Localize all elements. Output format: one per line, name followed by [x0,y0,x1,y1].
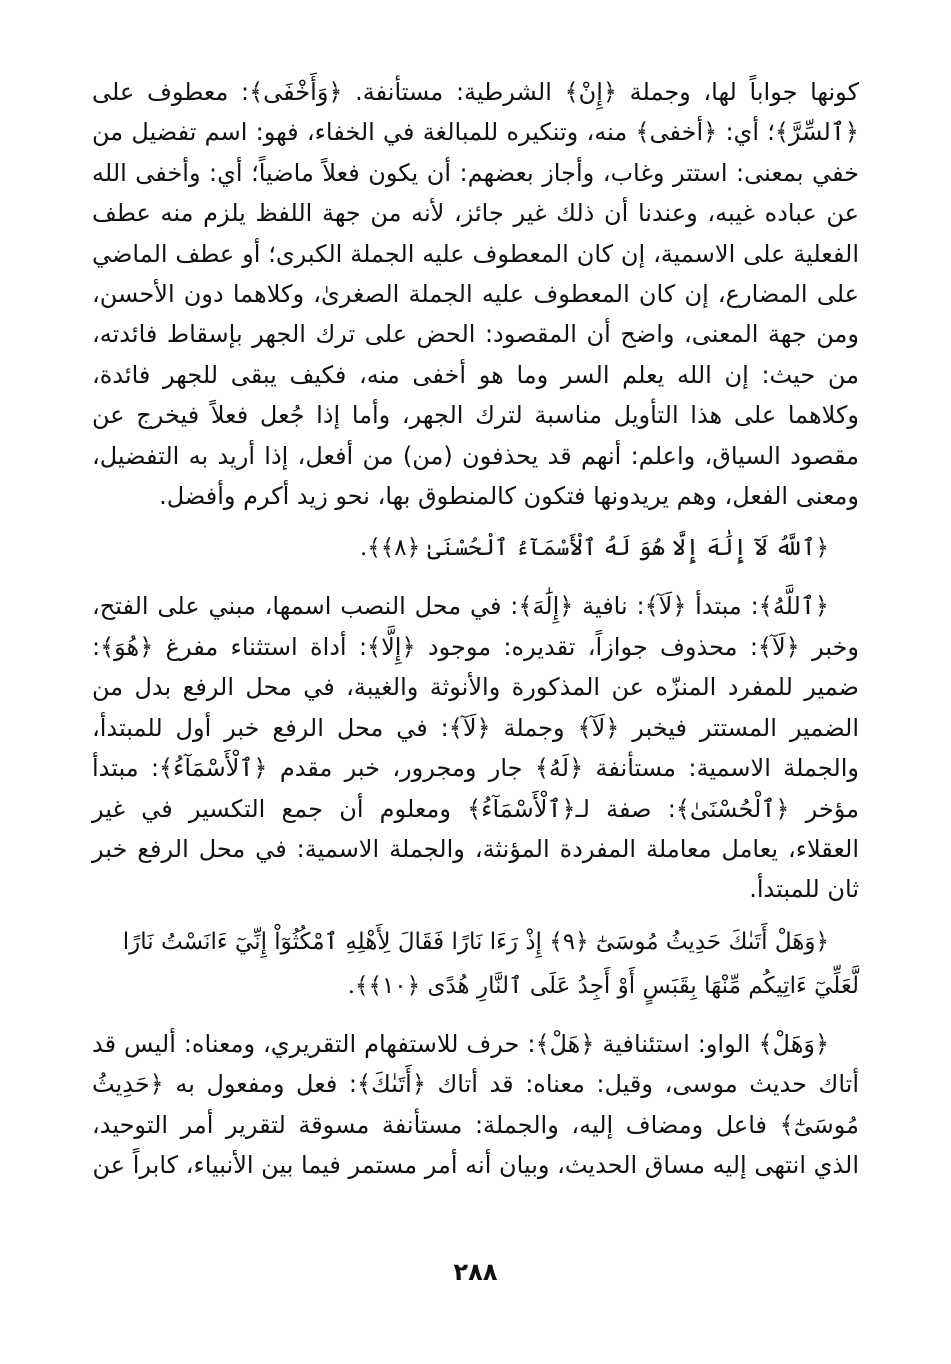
quran-verse-8: ﴿ٱللَّهُ لَآ إِلَٰهَ إِلَّا هُوَ لَهُ ٱلْأَسْمَآءُ ٱلْحُسْنَىٰ ﴿٨﴾﴾. [360,535,829,562]
spacer [92,570,859,586]
quran-verse-9-10: ﴿وَهَلْ أَتَىٰكَ حَدِيثُ مُوسَىٰٓ ﴿٩﴾ إِذْ رَءَا نَارًا فَقَالَ لِأَهْلِهِ ٱمْكُثُوٓاْ إِنِّيٓ ءَانَسْتُ نَارًا لَّعَلِّيٓ ءَاتِيكُم مِّنْهَا بِقَبَسٍ أَوْ أَجِدُ عَلَى ٱلنَّارِ هُدًى ﴿١٠﴾﴾. [122,928,859,999]
spacer [92,910,859,920]
grammar-paragraph-verse-9: ﴿وَهَلْ﴾ الواو: استئنافية ﴿هَلْ﴾: حرف للاستفهام التقريري، ومعناه: أليس قد أتاك حديث موسى، وقيل: معناه: قد أتاك ﴿أَتَىٰكَ﴾: فعل ومفعول به ﴿حَدِيثُ مُوسَىٰٓ﴾ فاعل ومضاف إليه، والجملة: مستأنفة مسوقة لتقرير أمر التوحيد، الذي انتهى إليه مساق الحديث، وبيان أنه أمر مستمر فيما بين الأنبياء، كابراً عن [92,1029,859,1179]
commentary-paragraph-1: كونها جواباً لها، وجملة ﴿إِنْ﴾ الشرطية: مستأنفة. ﴿وَأَخْفَى﴾: معطوف على ﴿ٱلسِّرَّ﴾؛ أي: ﴿أخفى﴾ منه، وتنكيره للمبالغة في الخفاء، فهو: اسم تفضيل من خفي بمعنى: استتر وغاب، وأجاز بعضهم: أن يكون فعلاً ماضياً؛ أي: وأخفى الله عن عباده غيبه، وعندنا أن ذلك غير جائز، لأنه من جهة اللفظ يلزم منه عطف الفعلية على الاسمية، إن كان المعطوف عليه الجملة الكبرى؛ أو عطف الماضي على المضارع، إن كان المعطوف عليه الجملة الصغرىٰ، وكلاهما دون الأحسن، ومن جهة المعنى، واضح أن المقصود: الحض على ترك الجهر بإسقاط فائدته، من حيث: إن الله يعلم السر وما هو أخفى منه، فكيف يبقى للجهر فائدة، وكلاهما على هذا التأويل مناسبة لترك الجهر، وأما إذا جُعل فعلاً فيخرج عن مقصود السياق، واعلم: أنهم قد يحذفون (من) من أفعل، إذا أريد به التفضيل، ومعنى الفعل، وهم يريدونها فتكون كالمنطوق بها، نحو زيد أكرم وأفضل. [92,78,859,511]
spacer [92,516,859,526]
page-number: ٢٨٨ [453,1258,498,1286]
page-body [92,72,859,1185]
spacer [92,1008,859,1024]
grammar-paragraph-verse-8: ﴿ٱللَّهُ﴾: مبتدأ ﴿لَآ﴾: نافية ﴿إِلَٰهَ﴾: في محل النصب اسمها، مبني على الفتح، وخبر ﴿لَآ﴾: محذوف جوازاً، تقديره: موجود ﴿إِلَّا﴾: أداة استثناء مفرغ ﴿هُوَ﴾: ضمير للمفرد المنزّه عن المذكورة والأنوثة والغيبة، في محل الرفع بدل من الضمير المستتر فيخبر ﴿لَآ﴾ وجملة ﴿لَآ﴾: في محل الرفع خبر أول للمبتدأ، والجملة الاسمية: مستأنفة ﴿لَهُ﴾ جار ومجرور، خبر مقدم ﴿ٱلْأَسْمَآءُ﴾: مبتدأ مؤخر ﴿ٱلْحُسْنَىٰ﴾: صفة لـ﴿ٱلْأَسْمَآءُ﴾ ومعلوم أن جمع التكسير في غير العقلاء، يعامل معاملة المفردة المؤنثة، والجملة الاسمية: في محل الرفع خبر ثان للمبتدأ. [92,592,859,904]
